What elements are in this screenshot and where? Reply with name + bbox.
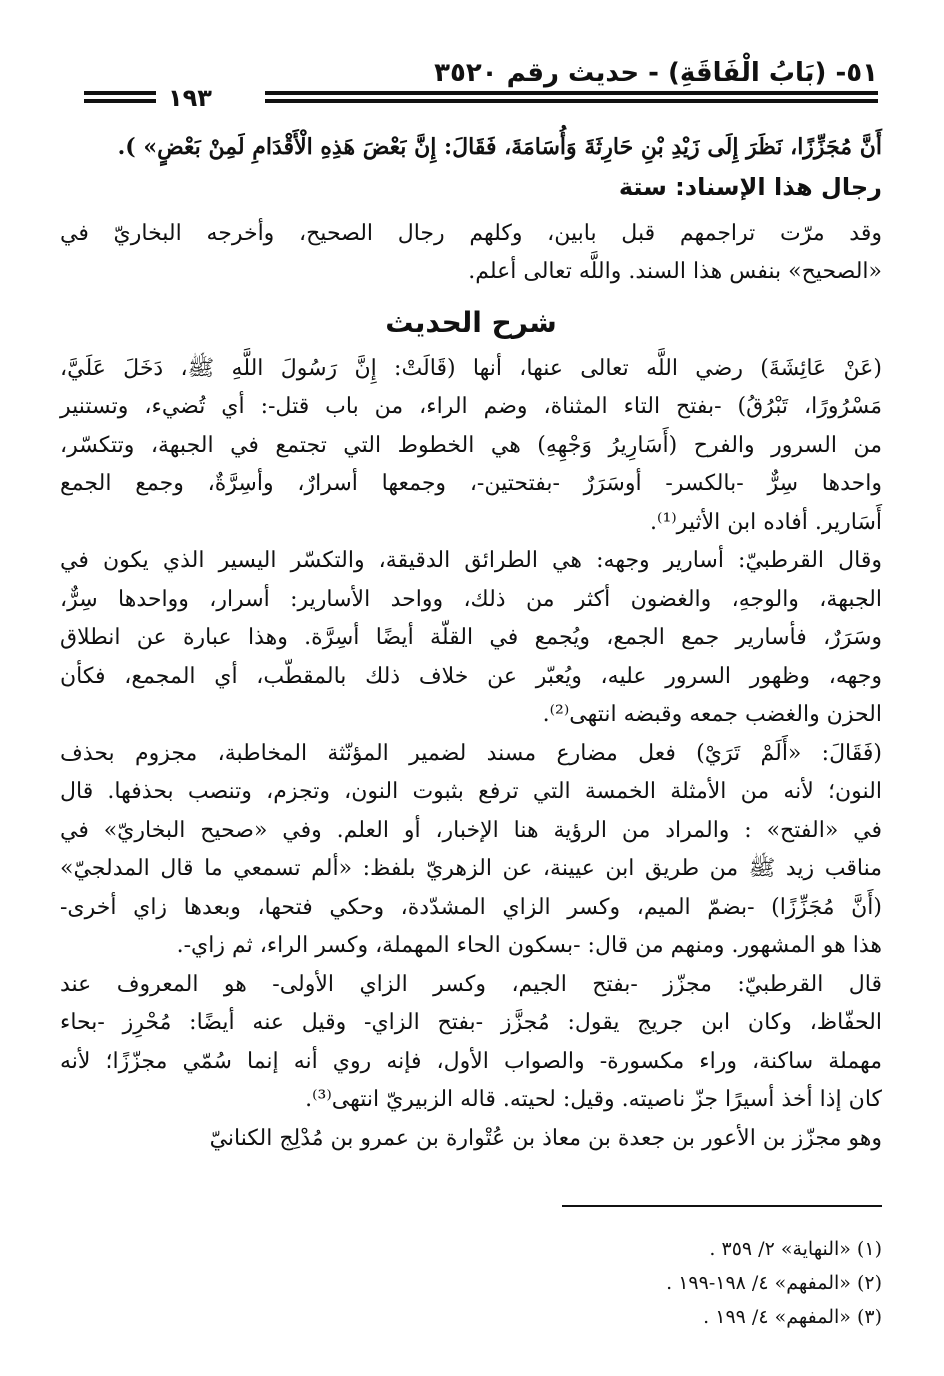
header-rule bbox=[265, 91, 878, 103]
text-line: الحزن والغضب جمعه وقبضه انتهى⁽²⁾. bbox=[542, 702, 882, 727]
text-line: وقد مرّت تراجمهم قبل بابين، وكلهم رجال الصحيح، وأخرجه البخاريّ في bbox=[60, 220, 882, 246]
text-line: النون؛ لأنه من الأمثلة الخمسة التي ترفع بثبوت النون، وتجزم، وتنصب بحذفها. قال bbox=[60, 779, 882, 804]
text-line: وهو مجزّز بن الأعور بن جعدة بن معاذ بن عُتْوارة بن عمرو بن مُدْلِج الكنانيّ bbox=[209, 1125, 882, 1151]
footnote: (٢) «المفهم» ٤/ ١٩٨-١٩٩ . bbox=[666, 1272, 882, 1294]
text-line: قال القرطبيّ: مجزّز -بفتح الجيم، وكسر الزاي الأولى- هو المعروف عند bbox=[60, 971, 882, 997]
text-line: الحفّاظ، وكان ابن جريج يقول: مُجزَّز -بفتح الزاي- وقيل عنه أيضًا: مُحْرِز -بحاء bbox=[60, 1010, 882, 1035]
section-heading-narrators: رجال هذا الإسناد: ستة bbox=[618, 172, 882, 201]
text-line: «الصحيح» بنفس هذا السند. واللَّه تعالى أعلم. bbox=[468, 259, 882, 284]
text-line: أَسَارير. أفاده ابن الأثير⁽¹⁾. bbox=[650, 509, 882, 535]
text-line: وسَرَرٌ، فأسارير جمع الجمع، ويُجمع في القلّة أيضًا أسِرَّة. وهذا عبارة عن انطلاق bbox=[60, 625, 882, 650]
header-rule-left bbox=[84, 91, 156, 103]
main-text bbox=[60, 128, 882, 1158]
text-line: الجبهة، والوجهِ، والغضون أكثر من ذلك، وواحد الأسارير: أسرار، وواحدها سِرٌّ، bbox=[60, 586, 882, 612]
footnote: (١) «النهاية» ٢/ ٣٥٩ . bbox=[709, 1238, 882, 1260]
section-title: شرح الحديث bbox=[385, 305, 557, 339]
footnote: (٣) «المفهم» ٤/ ١٩٩ . bbox=[703, 1306, 882, 1328]
text-line: (فَقَالَ: «أَلَمْ تَرَيْ) فعل مضارع مسند لضمير المؤنّثة المخاطبة، مجزوم بحذف bbox=[60, 740, 882, 766]
footnotes bbox=[382, 1232, 882, 1334]
text-line: مناقب زيد ﷺ من طريق ابن عيينة، عن الزهريّ بلفظ: «ألم تسمعي ما قال المدلجيّ» bbox=[60, 856, 882, 881]
text-line: وجهه، وظهور السرور عليه، ويُعبّر عن خلاف ذلك بالمقطّب، أي المجمع، فكأن bbox=[60, 663, 882, 689]
text-line: مَسْرُورًا، تَبْرُقُ) -بفتح التاء المثناة، وضم الراء، من باب قتل-: أي تُضيء، وتستنير bbox=[60, 394, 882, 419]
text-line: وقال القرطبيّ: أسارير وجهه: هي الطرائق الدقيقة، والتكسّر اليسير الذي يكون في bbox=[60, 548, 882, 573]
text-line: هذا هو المشهور. ومنهم من قال: -بسكون الحاء المهملة، وكسر الراء، ثم زاي-. bbox=[176, 933, 882, 958]
text-line: في «الفتح» : والمراد من الرؤية هنا الإخبار، أو العلم. وفي «صحيح البخاريّ» في bbox=[60, 817, 882, 843]
text-line: (عَنْ عَائِشَةَ) رضي اللَّه تعالى عنها، أنها (قَالَتْ: إِنَّ رَسُولَ اللَّهِ ﷺ، دَخَلَ عَلَيَّ، bbox=[60, 355, 882, 381]
text-line: مهملة ساكنة، وراء مكسورة- والصواب الأول، فإنه روي أنه إنما سُمّي مجزّزًا؛ لأنه bbox=[60, 1048, 882, 1074]
text-line: أَنَّ مُجَزِّزًا، نَظَرَ إِلَى زَيْدِ بْنِ حَارِثَةَ وَأُسَامَةَ، فَقَالَ: إِنَّ بَعْضَ هَذِهِ الْأَقْدَامِ لَمِنْ بَعْضٍ» ). bbox=[117, 134, 882, 160]
text-line: كان إذا أخذ أسيرًا جزّ ناصيته. وقيل: لحيته. قاله الزبيريّ انتهى⁽³⁾. bbox=[305, 1087, 882, 1112]
page-number: ١٩٣ bbox=[160, 84, 220, 112]
footnote-separator bbox=[562, 1205, 882, 1207]
text-line: واحدها سِرٌّ -بالكسر- أوسَرَرٌ -بفتحتين-، وجمعها أسرارٌ، وأسِرَّةٌ، وجمع الجمع bbox=[60, 471, 882, 496]
running-header bbox=[60, 58, 878, 112]
text-line: من السرور والفرح (أَسَارِيرُ وَجْهِهِ) هي الخطوط التي تجتمع في الجبهة، وتتكسّر، bbox=[60, 432, 882, 458]
header-title: ٥١- (بَابُ الْفَاقَةِ) - حديث رقم ٣٥٢٠ bbox=[434, 58, 878, 88]
text-line: (أَنَّ مُجَزِّزًا) -بضمّ الميم، وكسر الزاي المشدّدة، وحكي فتحها، وبعدها زاي أخرى- bbox=[60, 894, 883, 920]
